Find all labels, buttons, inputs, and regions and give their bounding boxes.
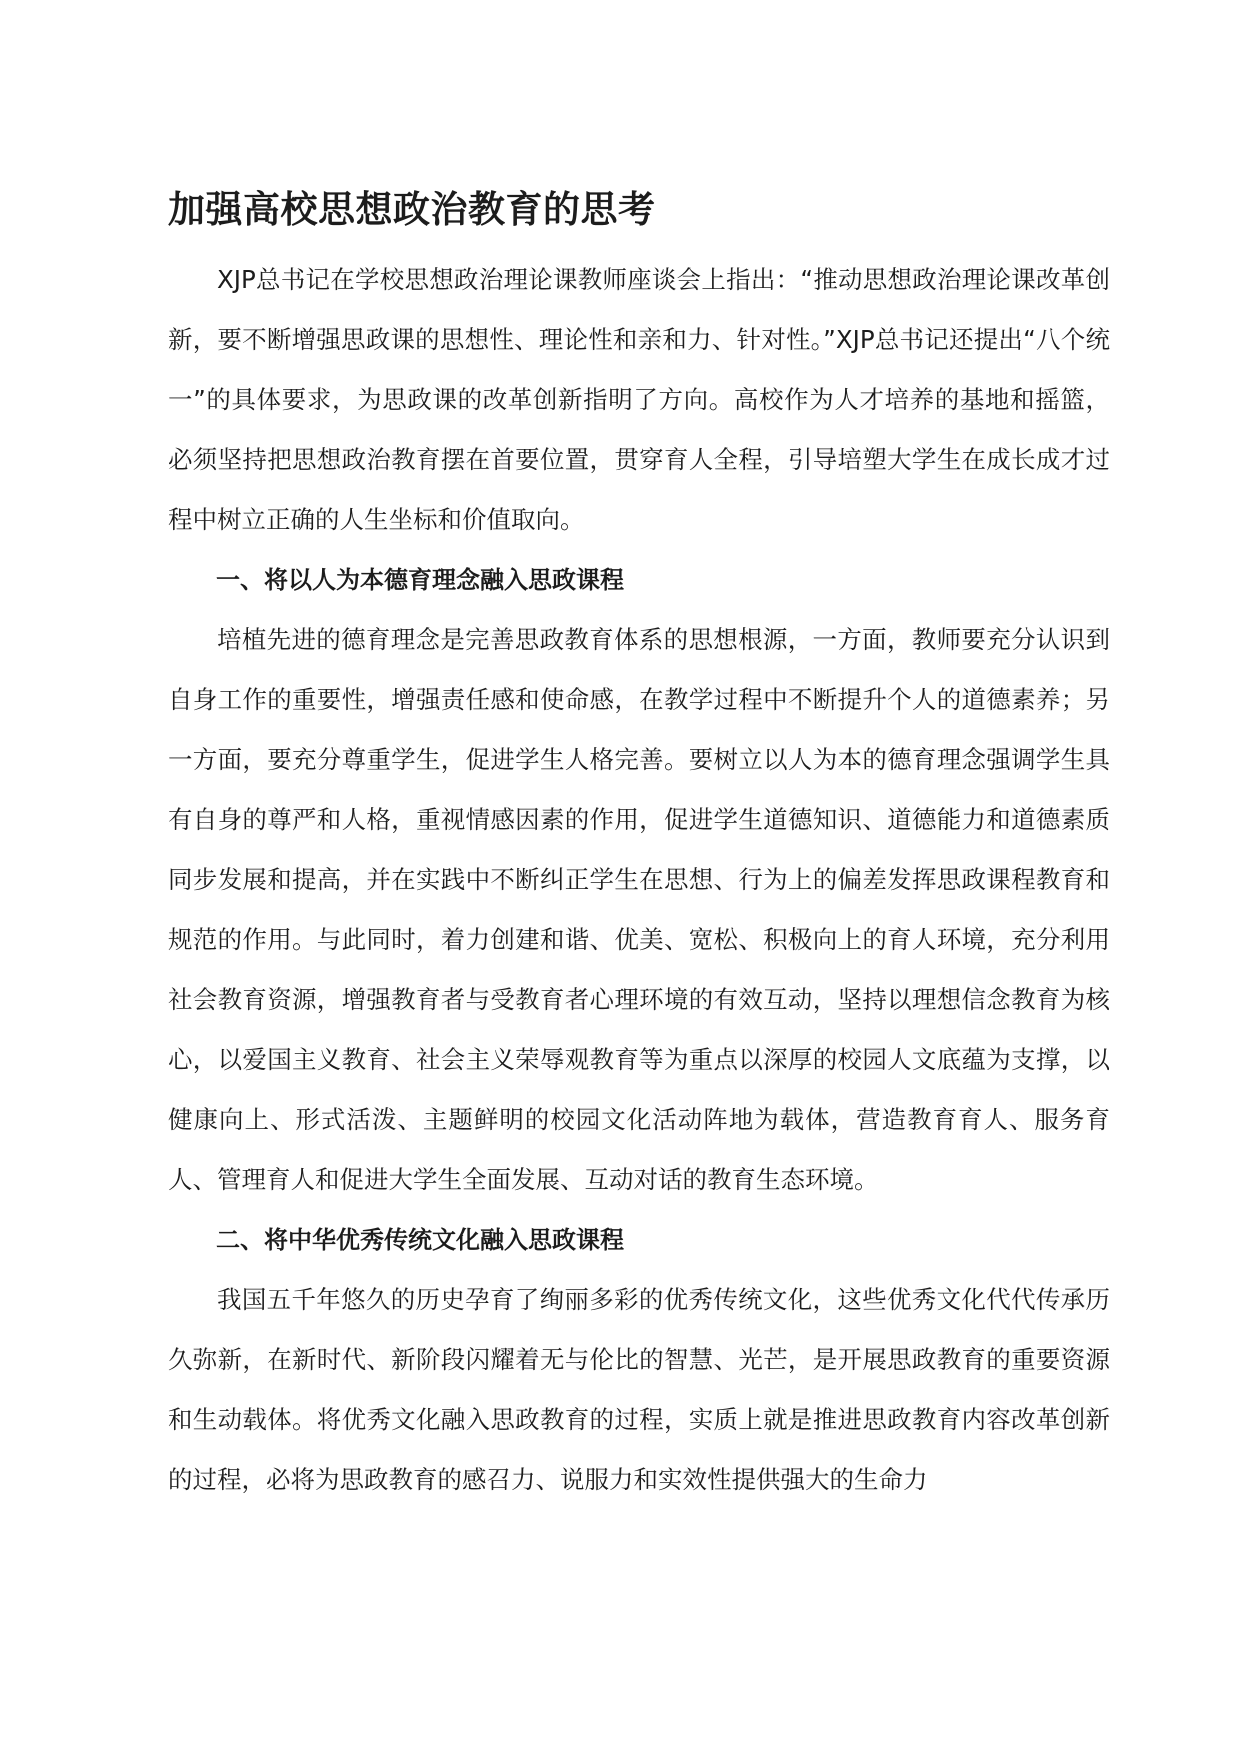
section-1-heading: 一、将以人为本德育理念融入思政课程: [216, 566, 624, 594]
document-page: [168, 182, 1110, 1510]
section-2-heading: 二、将中华优秀传统文化融入思政课程: [216, 1226, 624, 1254]
section-1-paragraph: 培植先进的德育理念是完善思政教育体系的思想根源，一方面，教师要充分认识到自身工作的重要性，增强责任感和使命感，在教学过程中不断提升个人的道德素养；另一方面，要充分尊重学生，促进学生人格完善。要树立以人为本的德育理念强调学生具有自身的尊严和人格，重视情感因素的作用，促进学生道德知识、道德能力和道德素质同步发展和提高，并在实践中不断纠正学生在思想、行为上的偏差发挥思政课程教育和规范的作用。与此同时，着力创建和谐、优美、宽松、积极向上的育人环境，充分利用社会教育资源，增强教育者与受教育者心理环境的有效互动，坚持以理想信念教育为核心，以爱国主义教育、社会主义荣辱观教育等为重点以深厚的校园人文底蕴为支撑，以健康向上、形式活泼、主题鲜明的校园文化活动阵地为载体，营造教育育人、服务育人、管理育人和促进大学生全面发展、互动对话的教育生态环境。: [168, 625, 1110, 1194]
document-title: 加强高校思想政治教育的思考: [168, 188, 656, 231]
section-2-paragraph: 我国五千年悠久的历史孕育了绚丽多彩的优秀传统文化，这些优秀文化代代传承历久弥新，在新时代、新阶段闪耀着无与伦比的智慧、光芒，是开展思政教育的重要资源和生动载体。将优秀文化融入思政教育的过程，实质上就是推进思政教育内容改革创新的过程，必将为思政教育的感召力、说服力和实效性提供强大的生命力: [168, 1285, 1110, 1494]
intro-paragraph: XJP总书记在学校思想政治理论课教师座谈会上指出：“推动思想政治理论课改革创新，要不断增强思政课的思想性、理论性和亲和力、针对性。”XJP总书记还提出“八个统一”的具体要求，为思政课的改革创新指明了方向。高校作为人才培养的基地和摇篮，必须坚持把思想政治教育摆在首要位置，贯穿育人全程，引导培塑大学生在成长成才过程中树立正确的人生坐标和价值取向。: [168, 265, 1110, 534]
